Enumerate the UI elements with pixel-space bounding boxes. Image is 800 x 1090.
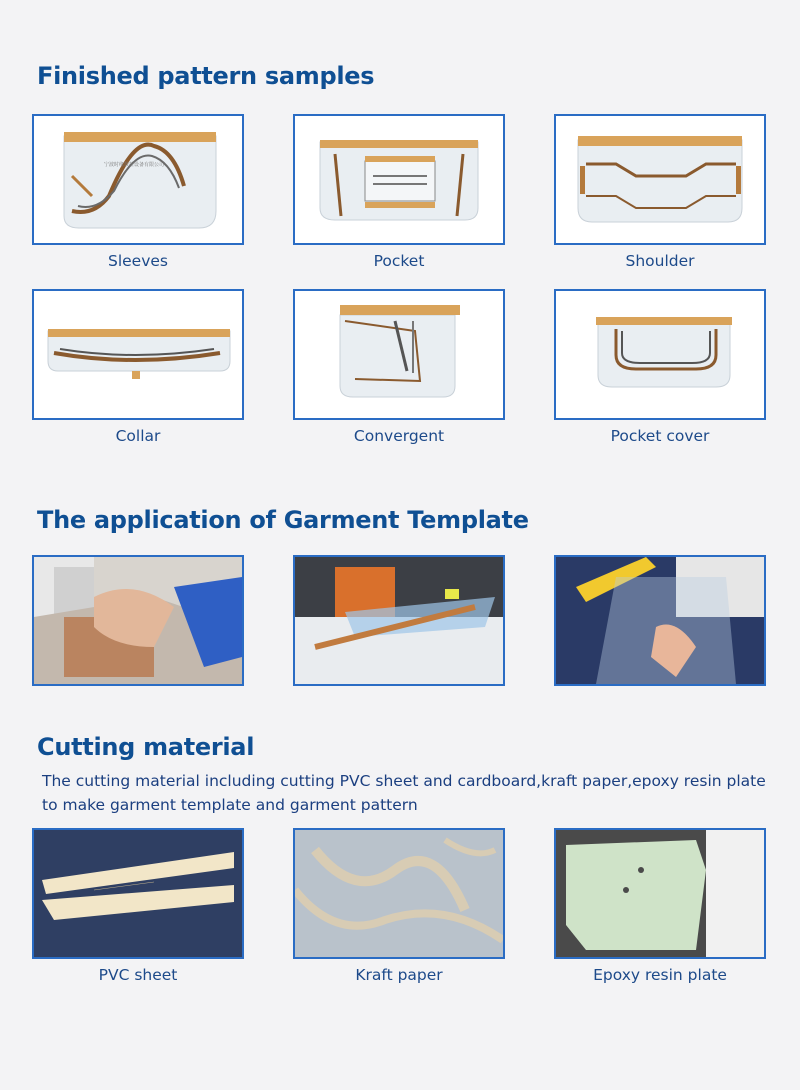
sample-image-collar (32, 289, 244, 420)
material-image-pvc (32, 828, 244, 959)
sample-image-pocket (293, 114, 505, 245)
sample-label-collar: Collar (115, 427, 161, 445)
application-image-cutting-table (293, 555, 505, 686)
sample-label-pocket: Pocket (373, 252, 425, 270)
material-card-kraft[interactable] (293, 828, 505, 984)
sample-label-sleeves: Sleeves (107, 252, 168, 270)
sample-card-sleeves[interactable] (32, 114, 244, 270)
application-card-3[interactable] (554, 555, 766, 686)
section-title-material: Cutting material (37, 733, 255, 761)
sample-card-collar[interactable] (32, 289, 244, 445)
sample-image-convergent (293, 289, 505, 420)
material-label-pvc: PVC sheet (98, 966, 178, 984)
material-image-epoxy (554, 828, 766, 959)
sample-label-shoulder: Shoulder (625, 252, 695, 270)
material-image-kraft (293, 828, 505, 959)
application-card-1[interactable] (32, 555, 244, 686)
application-image-machine (554, 555, 766, 686)
application-card-2[interactable] (293, 555, 505, 686)
material-description: The cutting material including cutting PVC sheet and cardboard,kraft paper,epoxy resin plate to make garment template and garment pattern (42, 772, 766, 814)
material-label-epoxy: Epoxy resin plate (593, 966, 727, 984)
sample-card-pocket[interactable] (293, 114, 505, 270)
sample-image-pocket-cover (554, 289, 766, 420)
section-title-application: The application of Garment Template (37, 506, 529, 534)
sample-image-sleeves (32, 114, 244, 245)
sample-image-shoulder (554, 114, 766, 245)
sample-card-shoulder[interactable] (554, 114, 766, 270)
sample-card-pocket-cover[interactable] (554, 289, 766, 445)
application-image-sewing (32, 555, 244, 686)
sample-label-pocket-cover: Pocket cover (610, 427, 710, 445)
material-card-pvc[interactable] (32, 828, 244, 984)
material-card-epoxy[interactable] (554, 828, 766, 984)
sample-card-convergent[interactable] (293, 289, 505, 445)
section-title-samples: Finished pattern samples (37, 62, 375, 90)
svg-text:宁波时缘数控设备有限公司: 宁波时缘数控设备有限公司 (104, 162, 165, 168)
sample-label-convergent: Convergent (353, 427, 445, 445)
material-label-kraft: Kraft paper (355, 966, 443, 984)
